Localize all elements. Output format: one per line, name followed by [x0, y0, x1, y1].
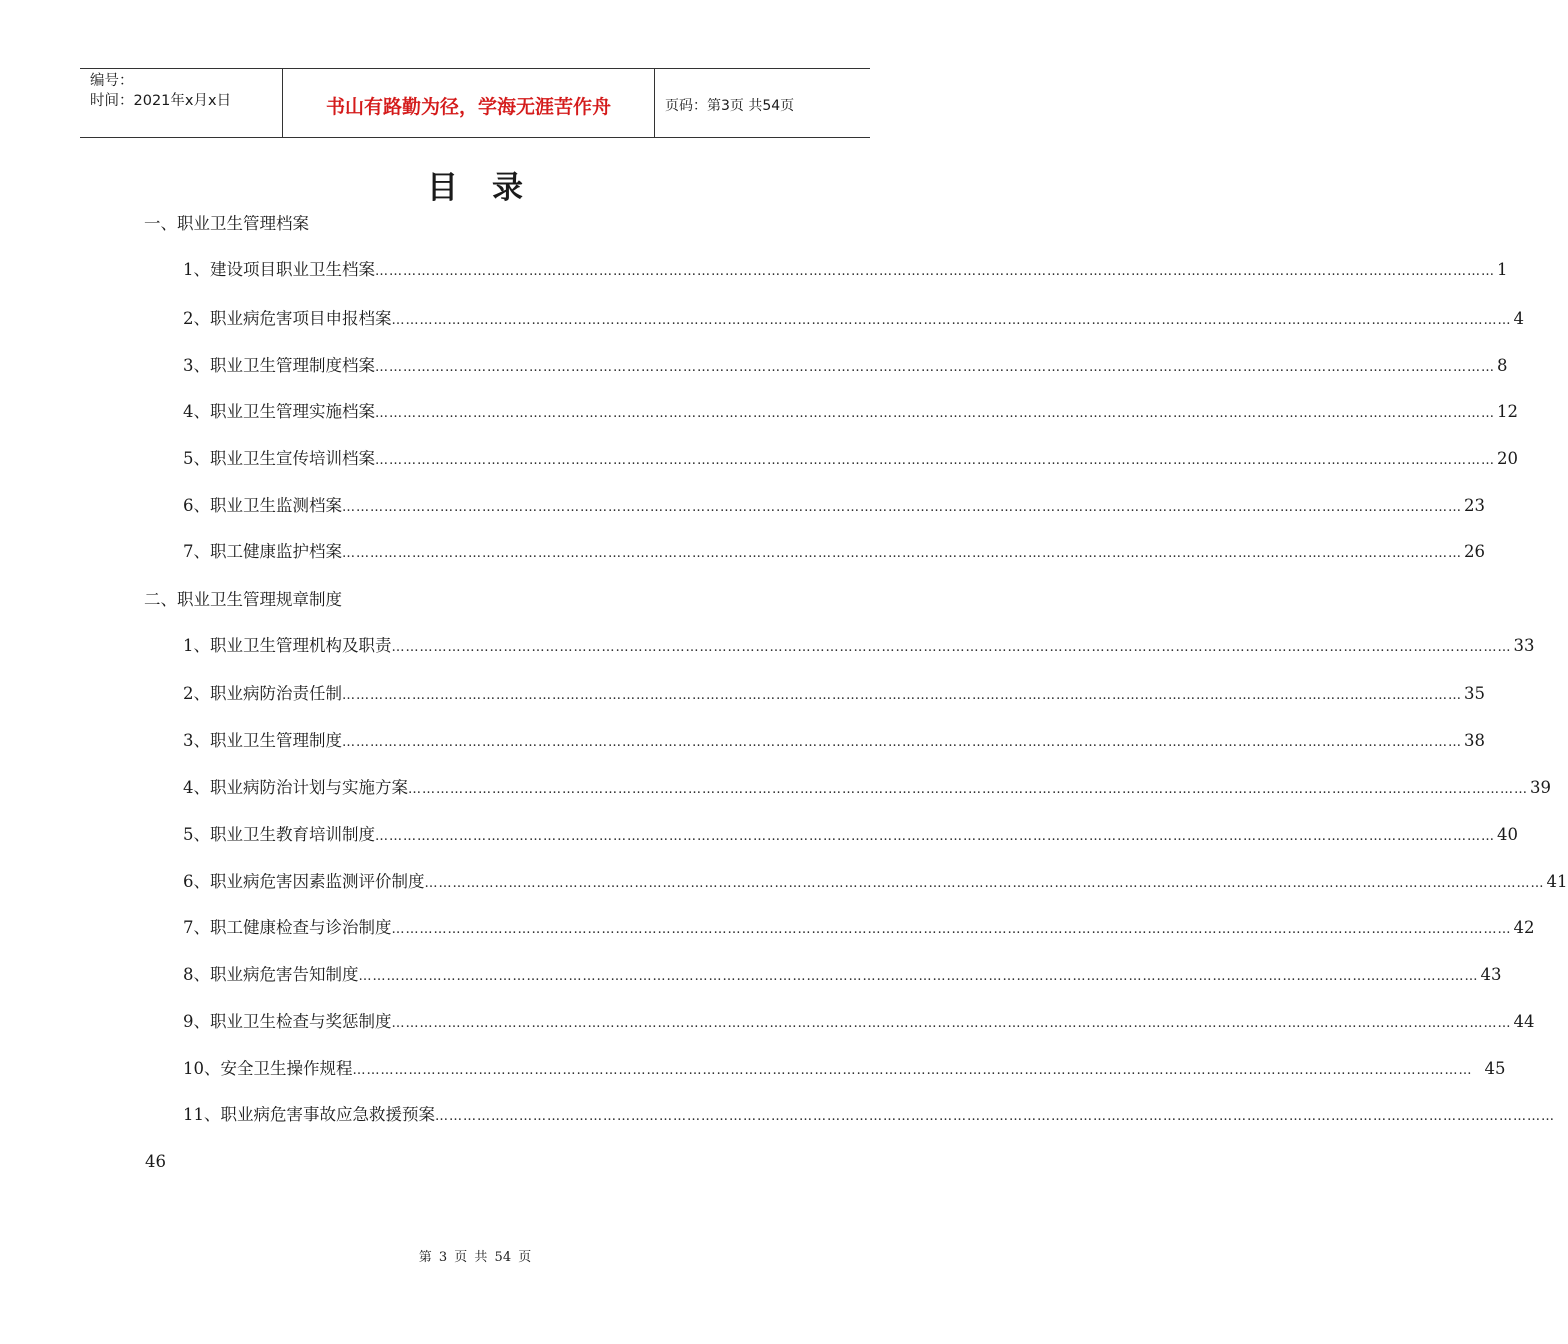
- toc-leader: ……………………………………………………………………………………………………………………………………………………………………………………………………………………: [391, 640, 1512, 655]
- toc-entry[interactable]: [183, 1055, 1506, 1079]
- toc-entry-label: 5、职业卫生宣传培训档案: [183, 449, 375, 468]
- page-footer: 第 3 页 共 54 页: [418, 1250, 532, 1265]
- header-meta: [80, 69, 282, 137]
- toc-entry[interactable]: [183, 538, 1485, 562]
- toc-entry[interactable]: [183, 398, 1518, 422]
- toc-entry-page: 44: [1513, 1012, 1535, 1031]
- toc-entry-label: 4、职业病防治计划与实施方案: [183, 778, 408, 797]
- section-heading: 一、职业卫生管理档案: [144, 214, 309, 233]
- toc-entry-label: 3、职业卫生管理制度档案: [183, 356, 375, 375]
- toc-entry-page: 33: [1513, 636, 1535, 655]
- toc-entry-page: 20: [1497, 449, 1518, 468]
- number-label: 编号：: [90, 73, 134, 89]
- toc-leader: ……………………………………………………………………………………………………………………………………………………………………………………………………………………: [352, 1063, 1473, 1078]
- toc-entry[interactable]: [183, 914, 1535, 938]
- toc-entry-label: 2、职业病防治责任制: [183, 684, 342, 703]
- toc-entry-page: 1: [1497, 260, 1508, 279]
- toc-entry-page: 43: [1480, 965, 1502, 984]
- toc-leader: ……………………………………………………………………………………………………………………………………………………………………………………………………………………: [424, 876, 1545, 891]
- toc-leader: ……………………………………………………………………………………………………………………………………………………………………………………………………………………: [375, 360, 1495, 375]
- toc-leader: ……………………………………………………………………………………………………………………………………………………………………………………………………………………: [391, 1016, 1512, 1031]
- toc-entry-page: 26: [1464, 542, 1485, 561]
- toc-entry-label: 6、职业卫生监测档案: [183, 496, 342, 515]
- toc-entry-label: 4、职业卫生管理实施档案: [183, 402, 375, 421]
- header-page-info: 页码：第3页 共54页: [665, 98, 795, 114]
- toc-leader: ……………………………………………………………………………………………………………………………………………………………………………………………………………………: [358, 969, 1479, 984]
- toc-entry[interactable]: [183, 1101, 1555, 1125]
- header-motto: 书山有路勤为径，学海无涯苦作舟: [282, 69, 655, 137]
- toc-leader: ……………………………………………………………………………………………………………………………………………………………………………………………………………………: [375, 829, 1495, 844]
- toc-entry-label: 2、职业病危害项目申报档案: [183, 309, 392, 328]
- toc-leader: ……………………………………………………………………………………………………………………………………………………………………………………………………………………: [408, 782, 1528, 797]
- toc-entry[interactable]: [183, 821, 1518, 845]
- toc-entry-page: 40: [1497, 825, 1518, 844]
- toc-entry[interactable]: [183, 352, 1508, 376]
- wrapped-page-number: 46: [145, 1152, 166, 1171]
- toc-leader: ……………………………………………………………………………………………………………………………………………………………………………………………………………………: [375, 264, 1495, 279]
- toc-entry-page: 4: [1513, 309, 1524, 328]
- toc-entry-page: 39: [1530, 778, 1551, 797]
- toc-entry-page: 42: [1513, 918, 1535, 937]
- toc-entry-page: 38: [1464, 731, 1485, 750]
- toc-entry-label: 9、职业卫生检查与奖惩制度: [183, 1012, 392, 1031]
- toc-entry-page: 12: [1497, 402, 1518, 421]
- toc-entry-label: 7、职工健康监护档案: [183, 542, 342, 561]
- toc-entry-page: 41: [1546, 872, 1568, 891]
- toc-entry[interactable]: [183, 727, 1485, 751]
- toc-entry[interactable]: [183, 256, 1508, 280]
- toc-entry-label: 1、职业卫生管理机构及职责: [183, 636, 392, 655]
- toc-leader: ……………………………………………………………………………………………………………………………………………………………………………………………………………………: [342, 688, 1462, 703]
- toc-entry[interactable]: [183, 774, 1551, 798]
- toc-entry[interactable]: [183, 680, 1485, 704]
- toc-entry-page: 23: [1464, 496, 1485, 515]
- section-heading: 二、职业卫生管理规章制度: [144, 590, 342, 609]
- toc-entry-label: 5、职业卫生教育培训制度: [183, 825, 375, 844]
- toc-entry-page: 8: [1497, 356, 1508, 375]
- toc-entry[interactable]: [183, 961, 1502, 985]
- toc-entry-label: 7、职工健康检查与诊治制度: [183, 918, 392, 937]
- toc-entry-label: 3、职业卫生管理制度: [183, 731, 342, 750]
- toc-leader: ……………………………………………………………………………………………………………………………………………………………………………………………………………………: [342, 735, 1462, 750]
- toc-leader: ……………………………………………………………………………………………………………………………………………………………………………………………………………………: [342, 546, 1462, 561]
- toc-leader: ……………………………………………………………………………………………………………………………………………………………………………………………………………………: [375, 453, 1495, 468]
- page-title: 目录: [427, 170, 557, 206]
- toc-entry-page: 35: [1464, 684, 1485, 703]
- toc-leader: ……………………………………………………………………………………………………………………………………………………………………………………………………………………: [391, 922, 1512, 937]
- toc-entry-label: 6、职业病危害因素监测评价制度: [183, 872, 425, 891]
- toc-leader: ……………………………………………………………………………………………………………………………………………………………………………………………………………………: [342, 500, 1462, 515]
- toc-entry-page: 45: [1484, 1059, 1506, 1078]
- toc-entry-label: 11、职业病危害事故应急救援预案: [183, 1105, 435, 1124]
- toc-entry[interactable]: [183, 305, 1524, 329]
- toc-leader: ……………………………………………………………………………………………………………………………………………………………………………………………………………………: [391, 313, 1512, 328]
- toc-entry[interactable]: [183, 868, 1568, 892]
- toc-entry[interactable]: [183, 492, 1485, 516]
- time-label: 时间：2021年x月x日: [90, 93, 232, 109]
- document-header: [80, 68, 870, 138]
- toc-entry-label: 8、职业病危害告知制度: [183, 965, 359, 984]
- toc-entry-label: 10、安全卫生操作规程: [183, 1059, 353, 1078]
- toc-leader: ……………………………………………………………………………………………………………………………………………………………………………………………………………………: [375, 406, 1495, 421]
- toc-entry[interactable]: [183, 1008, 1535, 1032]
- toc-entry[interactable]: [183, 445, 1518, 469]
- toc-entry-label: 1、建设项目职业卫生档案: [183, 260, 375, 279]
- toc-leader: ……………………………………………………………………………………………………………………………………………………………………………………………………………………: [435, 1109, 1555, 1124]
- toc-entry[interactable]: [183, 632, 1535, 656]
